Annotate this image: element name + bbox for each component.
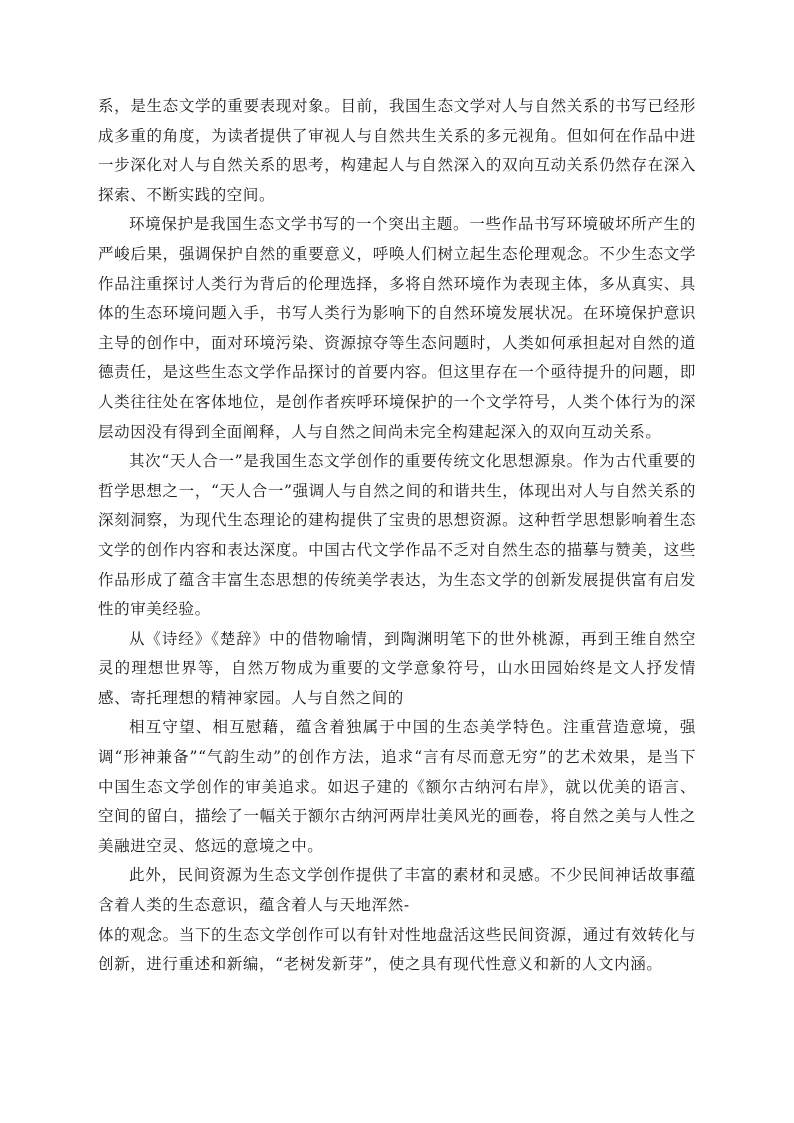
- paragraph-2: 环境保护是我国生态文学书写的一个突出主题。一些作品书写环境破坏所产生的严峻后果，强调保护自然的重要意义，呼唤人们树立起生态伦理观念。不少生态文学作品注重探讨人类行为背后的伦理选择，多将自然环境作为表现主体，多从真实、具体的生态环境问题入手，书写人类行为影响下的自然环境发展状况。在环境保护意识主导的创作中，面对环境污染、资源掠夺等生态问题时，人类如何承担起对自然的道德责任，是这些生态文学作品探讨的首要内容。但这里存在一个亟待提升的问题，即人类往往处在客体地位，是创作者疾呼环境保护的一个文学符号，人类个体行为的深层动因没有得到全面阐释，人与自然之间尚未完全构建起深入的双向互动关系。: [98, 215, 696, 441]
- paragraph-5: 相互守望、相互慰藉，蕴含着独属于中国的生态美学特色。注重营造意境，强调“形神兼备”“气韵生动”的创作方法，追求“言有尽而意无穷”的艺术效果，是当下中国生态文学创作的审美追求。如迟子建的《额尔古纳河右岸》，就以优美的语言、空间的留白，描绘了一幅关于额尔古纳河两岸壮美风光的画卷，将自然之美与人性之美融进空灵、悠远的意境之中。: [98, 718, 696, 855]
- paragraph-3: 其次“天人合一”是我国生态文学创作的重要传统文化思想源泉。作为古代重要的哲学思想之一，“天人合一”强调人与自然之间的和谐共生，体现出对人与自然关系的深刻洞察，为现代生态理论的建构提供了宝贵的思想资源。这种哲学思想影响着生态文学的创作内容和表达深度。中国古代文学作品不乏对自然生态的描摹与赞美，这些作品形成了蕴含丰富生态思想的传统美学表达，为生态文学的创新发展提供富有启发性的审美经验。: [98, 452, 696, 619]
- paragraph-1: 系，是生态文学的重要表现对象。目前，我国生态文学对人与自然关系的书写已经形成多重的角度，为读者提供了审视人与自然共生关系的多元视角。但如何在作品中进一步深化对人与自然关系的思考，构建起人与自然深入的双向互动关系仍然存在深入探索、不断实践的空间。: [98, 97, 696, 204]
- paragraph-6: 此外，民间资源为生态文学创作提供了丰富的素材和灵感。不少民间神话故事蕴含着人类的生态意识，蕴含着人与天地浑然-: [98, 866, 696, 915]
- paragraph-4: 从《诗经》《楚辞》中的借物喻情，到陶渊明笔下的世外桃源，再到王维自然空灵的理想世界等，自然万物成为重要的文学意象符号，山水田园始终是文人抒发情感、寄托理想的精神家园。人与自然之间的: [98, 629, 696, 707]
- paragraph-7: 体的观念。当下的生态文学创作可以有针对性地盘活这些民间资源，通过有效转化与创新，进行重述和新编，“老树发新芽”，使之具有现代性意义和新的人文内涵。: [98, 925, 696, 974]
- article-body: [98, 92, 696, 980]
